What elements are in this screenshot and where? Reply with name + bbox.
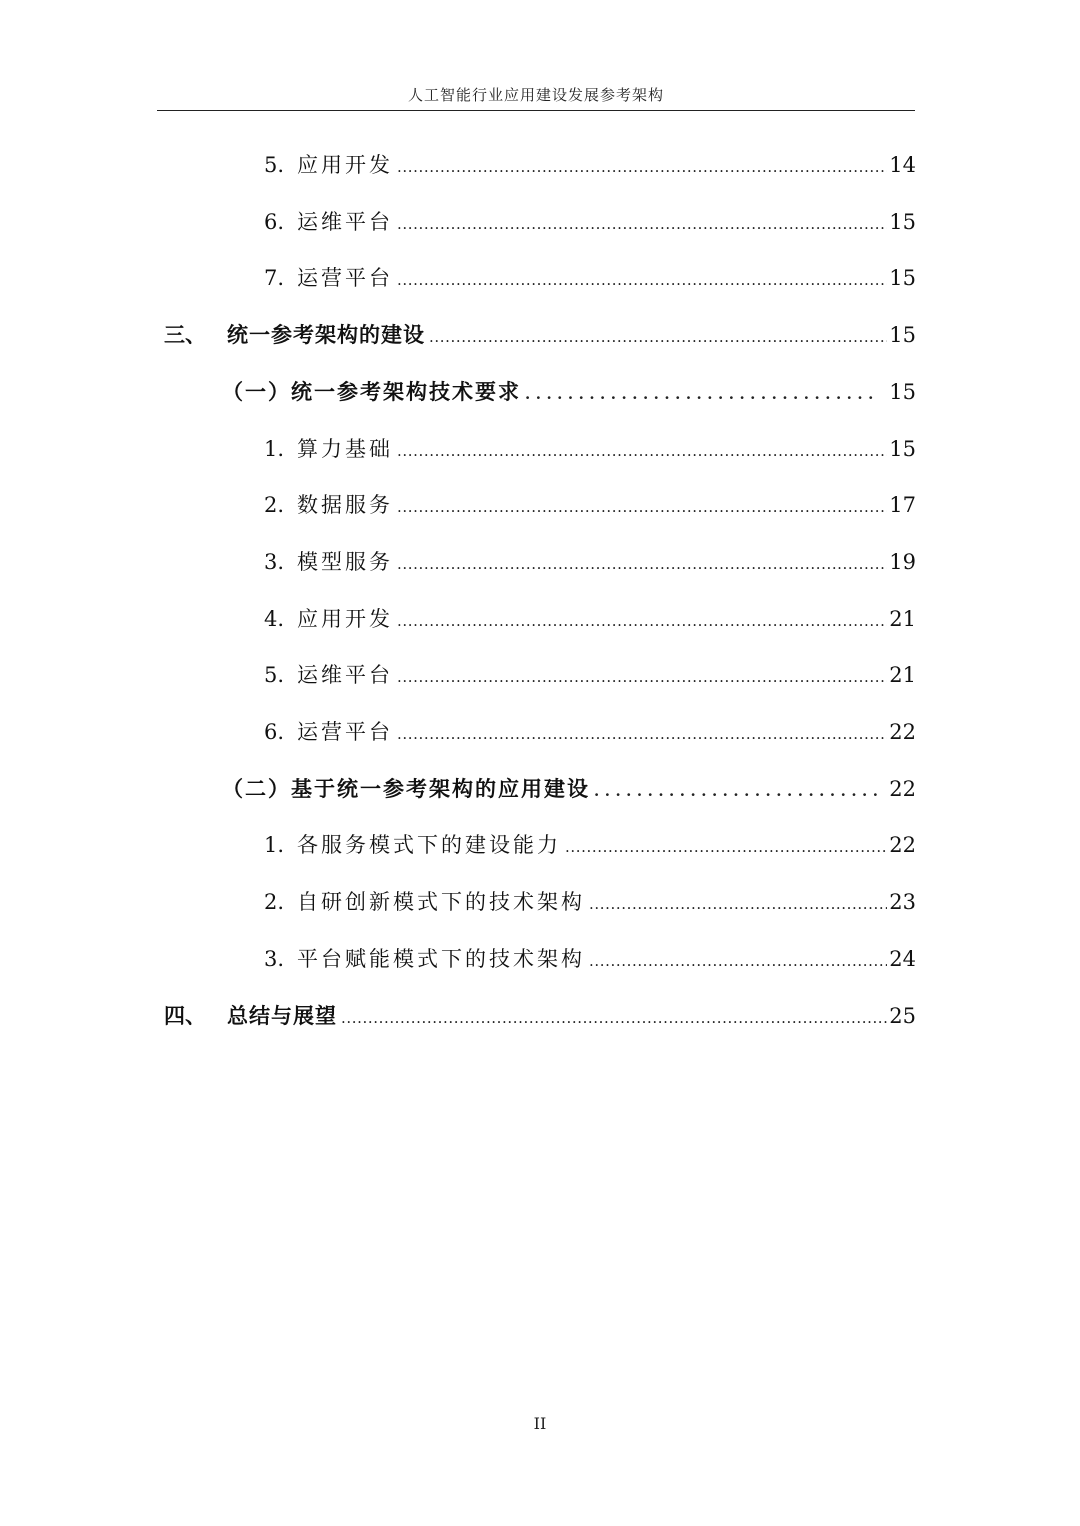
toc-entry[interactable] — [264, 828, 916, 862]
toc-entry-number: 3. — [264, 946, 285, 971]
toc-entry[interactable] — [264, 942, 916, 976]
toc-entry-page: 17 — [889, 493, 916, 518]
toc-entry[interactable] — [264, 658, 916, 692]
toc-dot-leader — [397, 150, 887, 184]
toc-entry-number: 三、 — [164, 323, 206, 348]
toc-entry-title: 运营平台 — [297, 266, 393, 291]
toc-dot-leader — [594, 774, 879, 808]
toc-dot-leader — [397, 547, 887, 581]
toc-entry-title: 运维平台 — [297, 209, 393, 234]
toc-entry-title: 运维平台 — [297, 663, 393, 688]
toc-entry-page: 15 — [889, 379, 916, 404]
toc-entry[interactable] — [164, 318, 916, 352]
toc-entry-page: 25 — [889, 1003, 916, 1028]
toc-dot-leader — [397, 434, 887, 468]
toc-entry[interactable] — [222, 772, 916, 806]
toc-entry-page: 14 — [889, 153, 916, 177]
toc-entry-title: （二）基于统一参考架构的应用建设 — [222, 775, 590, 801]
toc-entry-number: 1. — [264, 833, 285, 858]
toc-entry-title: 运营平台 — [297, 720, 393, 744]
toc-entry-page: 15 — [889, 436, 916, 461]
toc-entry[interactable] — [264, 488, 916, 522]
toc-entry-title: 数据服务 — [297, 493, 393, 518]
toc-dot-leader — [525, 377, 879, 411]
page-number: II — [533, 1414, 547, 1433]
toc-entry-number: 4. — [264, 606, 285, 631]
toc-entry-number: 5. — [264, 153, 285, 177]
toc-dot-leader — [589, 944, 887, 978]
toc-entry-number: 四、 — [164, 1003, 206, 1028]
running-header-title: 人工智能行业应用建设发展参考架构 — [407, 86, 664, 104]
toc-entry-title: 应用开发 — [297, 153, 393, 177]
toc-entry-page: 23 — [889, 890, 916, 915]
toc-entry-number: 2. — [264, 493, 285, 518]
toc-entry[interactable] — [264, 432, 916, 466]
toc-dot-leader — [397, 263, 887, 297]
toc-entry[interactable] — [264, 148, 916, 182]
toc-entry[interactable] — [222, 375, 916, 409]
toc-entry-title: 自研创新模式下的技术架构 — [297, 890, 585, 915]
toc-entry-page: 22 — [889, 776, 916, 801]
toc-entry-number: 5. — [264, 663, 285, 688]
toc-entry-page: 21 — [889, 606, 916, 631]
toc-entry-title: 各服务模式下的建设能力 — [297, 833, 561, 858]
toc-entry[interactable] — [264, 715, 916, 749]
toc-entry-page: 15 — [889, 266, 916, 291]
toc-entry-number: 2. — [264, 890, 285, 915]
toc-entry-page: 21 — [889, 663, 916, 688]
toc-entry[interactable] — [164, 999, 916, 1033]
toc-entry-title: 统一参考架构的建设 — [227, 323, 425, 348]
toc-dot-leader — [565, 830, 887, 864]
toc-entry-page: 22 — [889, 833, 916, 858]
toc-dot-leader — [429, 320, 887, 354]
toc-entry-number: 6. — [264, 720, 285, 744]
running-header — [157, 84, 915, 111]
toc-entry-title: 应用开发 — [297, 606, 393, 631]
toc-entry[interactable] — [264, 545, 916, 579]
toc-entry-page: 19 — [889, 549, 916, 574]
toc-entry-title: 平台赋能模式下的技术架构 — [297, 946, 585, 971]
toc-dot-leader — [397, 660, 887, 694]
toc-entry[interactable] — [264, 261, 916, 295]
toc-dot-leader — [397, 717, 887, 751]
toc-dot-leader — [397, 207, 887, 241]
toc-entry-title: 算力基础 — [297, 436, 393, 461]
toc-entry-title: 模型服务 — [297, 549, 393, 574]
toc-entry-number: 3. — [264, 549, 285, 574]
toc-entry-title: （一）统一参考架构技术要求 — [222, 378, 521, 404]
toc-entry-page: 22 — [889, 720, 916, 744]
toc-entry[interactable] — [264, 602, 916, 636]
toc-entry-page: 24 — [889, 946, 916, 971]
toc-entry-number: 1. — [264, 436, 285, 461]
toc-entry-number: 6. — [264, 209, 285, 234]
toc-dot-leader — [397, 604, 887, 638]
toc-dot-leader — [589, 887, 887, 921]
toc-dot-leader — [341, 1001, 887, 1035]
toc-entry-number: 7. — [264, 266, 285, 291]
toc-entry[interactable] — [264, 205, 916, 239]
toc-entry-page: 15 — [889, 209, 916, 234]
toc-dot-leader — [397, 490, 887, 524]
toc-entry-page: 15 — [889, 323, 916, 348]
toc-entry[interactable] — [264, 885, 916, 919]
toc-entry-title: 总结与展望 — [227, 1003, 337, 1028]
